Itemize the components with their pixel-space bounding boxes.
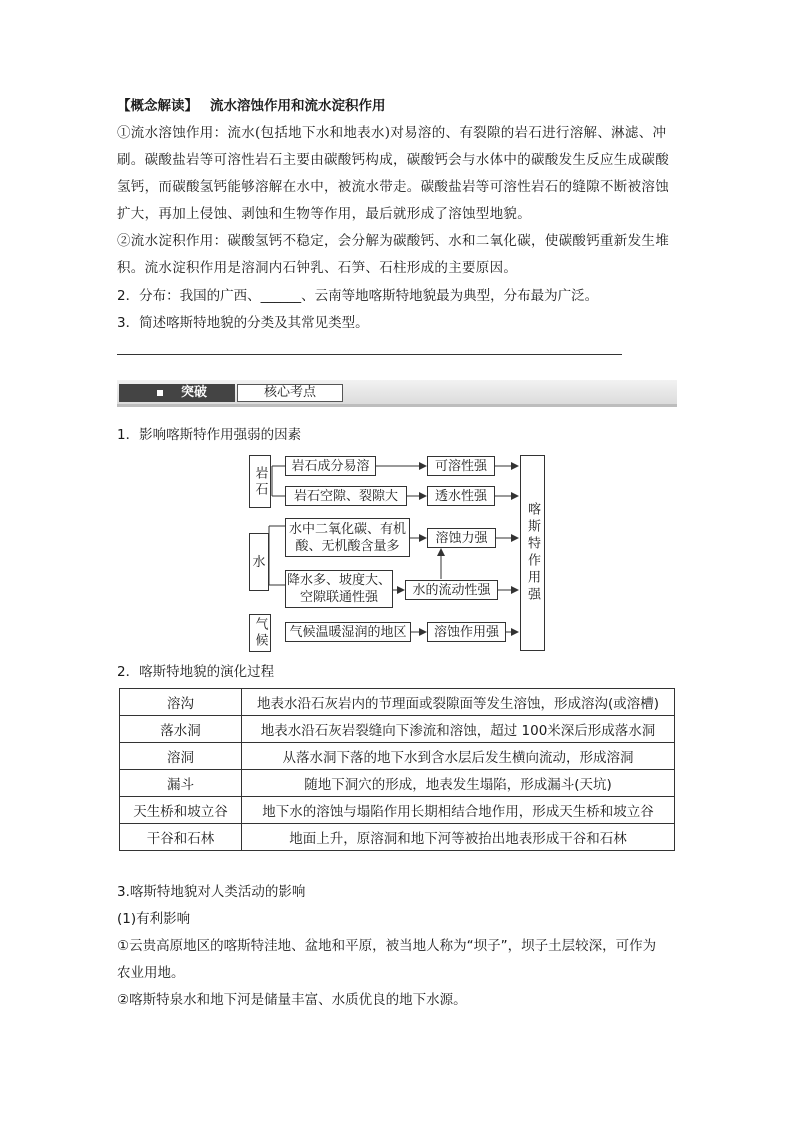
concept-p2-line1: ②流水淀积作用：碳酸氢钙不稳定，会分解为碳酸钙、水和二氧化碳，使碳酸钙重新发生堆 — [117, 233, 669, 249]
evolution-table — [119, 688, 675, 851]
landform-name: 干谷和石林 — [120, 824, 242, 851]
banner-light-tab: 核心考点 — [237, 384, 343, 402]
table-row — [120, 716, 675, 743]
box-soluble: 可溶性强 — [427, 456, 495, 476]
question-3: 3．简述喀斯特地貌的分类及其常见类型。 — [117, 315, 369, 331]
box-rock-pores: 岩石空隙、裂隙大 — [285, 486, 407, 506]
point1-line2: 农业用地。 — [117, 965, 185, 981]
box-rock-composition: 岩石成分易溶 — [285, 456, 376, 476]
landform-name: 天生桥和坡立谷 — [120, 797, 242, 824]
concept-p1-line4: 扩大，再加上侵蚀、剥蚀和生物等作用，最后就形成了溶蚀型地貌。 — [117, 206, 531, 222]
factor-climate: 气候 — [249, 614, 271, 652]
point1-line1: ①云贵高原地区的喀斯特洼地、盆地和平原，被当地人称为“坝子”，坝子土层较深，可作为 — [117, 938, 657, 954]
point2: ②喀斯特泉水和地下河是储量丰富、水质优良的地下水源。 — [117, 992, 467, 1008]
section1-title: 1．影响喀斯特作用强弱的因素 — [117, 427, 302, 443]
table-row — [120, 689, 675, 716]
box-climate-condition: 气候温暖湿润的地区 — [285, 622, 411, 642]
section3-title: 3.喀斯特地貌对人类活动的影响 — [117, 884, 306, 900]
landform-name: 漏斗 — [120, 770, 242, 797]
banner-dark-label: 突破 — [181, 385, 208, 400]
landform-name: 落水洞 — [120, 716, 242, 743]
concept-p2-line2: 积。流水淀积作用是溶洞内石钟乳、石笋、石柱形成的主要原因。 — [117, 260, 518, 276]
concept-p1-line1: ①流水溶蚀作用：流水(包括地下水和地表水)对易溶的、有裂隙的岩石进行溶解、淋滤、冲 — [117, 125, 667, 141]
landform-name: 溶沟 — [120, 689, 242, 716]
concept-p1-line3: 氢钙，而碳酸氢钙能够溶解在水中，被流水带走。碳酸盐岩等可溶性岩石的缝隙不断被溶蚀 — [117, 179, 669, 195]
landform-desc: 地表水沿石灰岩内的节理面或裂隙面等发生溶蚀，形成溶沟(或溶槽) — [242, 689, 675, 716]
concept-p1-line2: 刷。碳酸盐岩等可溶性岩石主要由碳酸钙构成，碳酸钙会与水体中的碳酸发生反应生成碳酸 — [117, 152, 669, 168]
factor-water: 水 — [249, 533, 269, 591]
box-water-flowing: 水的流动性强 — [405, 580, 498, 600]
box-water-chemistry: 水中二氧化碳、有机 酸、无机酸含量多 — [285, 518, 410, 557]
landform-desc: 随地下洞穴的形成，地表发生塌陷，形成漏斗(天坑) — [242, 770, 675, 797]
landform-desc: 地面上升，原溶洞和地下河等被抬出地表形成干谷和石林 — [242, 824, 675, 851]
landform-desc: 从落水洞下落的地下水到含水层后发生横向流动，形成溶洞 — [242, 743, 675, 770]
landform-desc: 地下水的溶蚀与塌陷作用长期相结合地作用，形成天生桥和坡立谷 — [242, 797, 675, 824]
concept-title: 流水溶蚀作用和流水淀积作用 — [210, 98, 386, 114]
landform-name: 溶洞 — [120, 743, 242, 770]
result-karst-strong: 喀斯特作用强 — [520, 455, 545, 651]
table-row — [120, 824, 675, 851]
box-permeable: 透水性强 — [427, 486, 495, 506]
box-dissolve-power: 溶蚀力强 — [427, 528, 496, 548]
subsection-favorable: (1)有利影响 — [117, 911, 191, 927]
landform-desc: 地表水沿石灰岩裂缝向下渗流和溶蚀，超过 100米深后形成落水洞 — [242, 716, 675, 743]
answer-blank[interactable]: ______ — [260, 288, 302, 304]
factor-rock: 岩石 — [249, 455, 271, 508]
box-water-flow-conditions: 降水多、坡度大、 空隙联通性强 — [285, 570, 393, 608]
section2-title: 2．喀斯特地貌的演化过程 — [117, 664, 275, 680]
box-erosion: 溶蚀作用强 — [427, 622, 506, 642]
table-row — [120, 743, 675, 770]
table-row — [120, 797, 675, 824]
question-2: 2．分布：我国的广西、______、云南等地喀斯特地貌最为典型，分布最为广泛。 — [117, 288, 599, 304]
table-row — [120, 770, 675, 797]
concept-tag: 【概念解读】 — [117, 98, 198, 114]
